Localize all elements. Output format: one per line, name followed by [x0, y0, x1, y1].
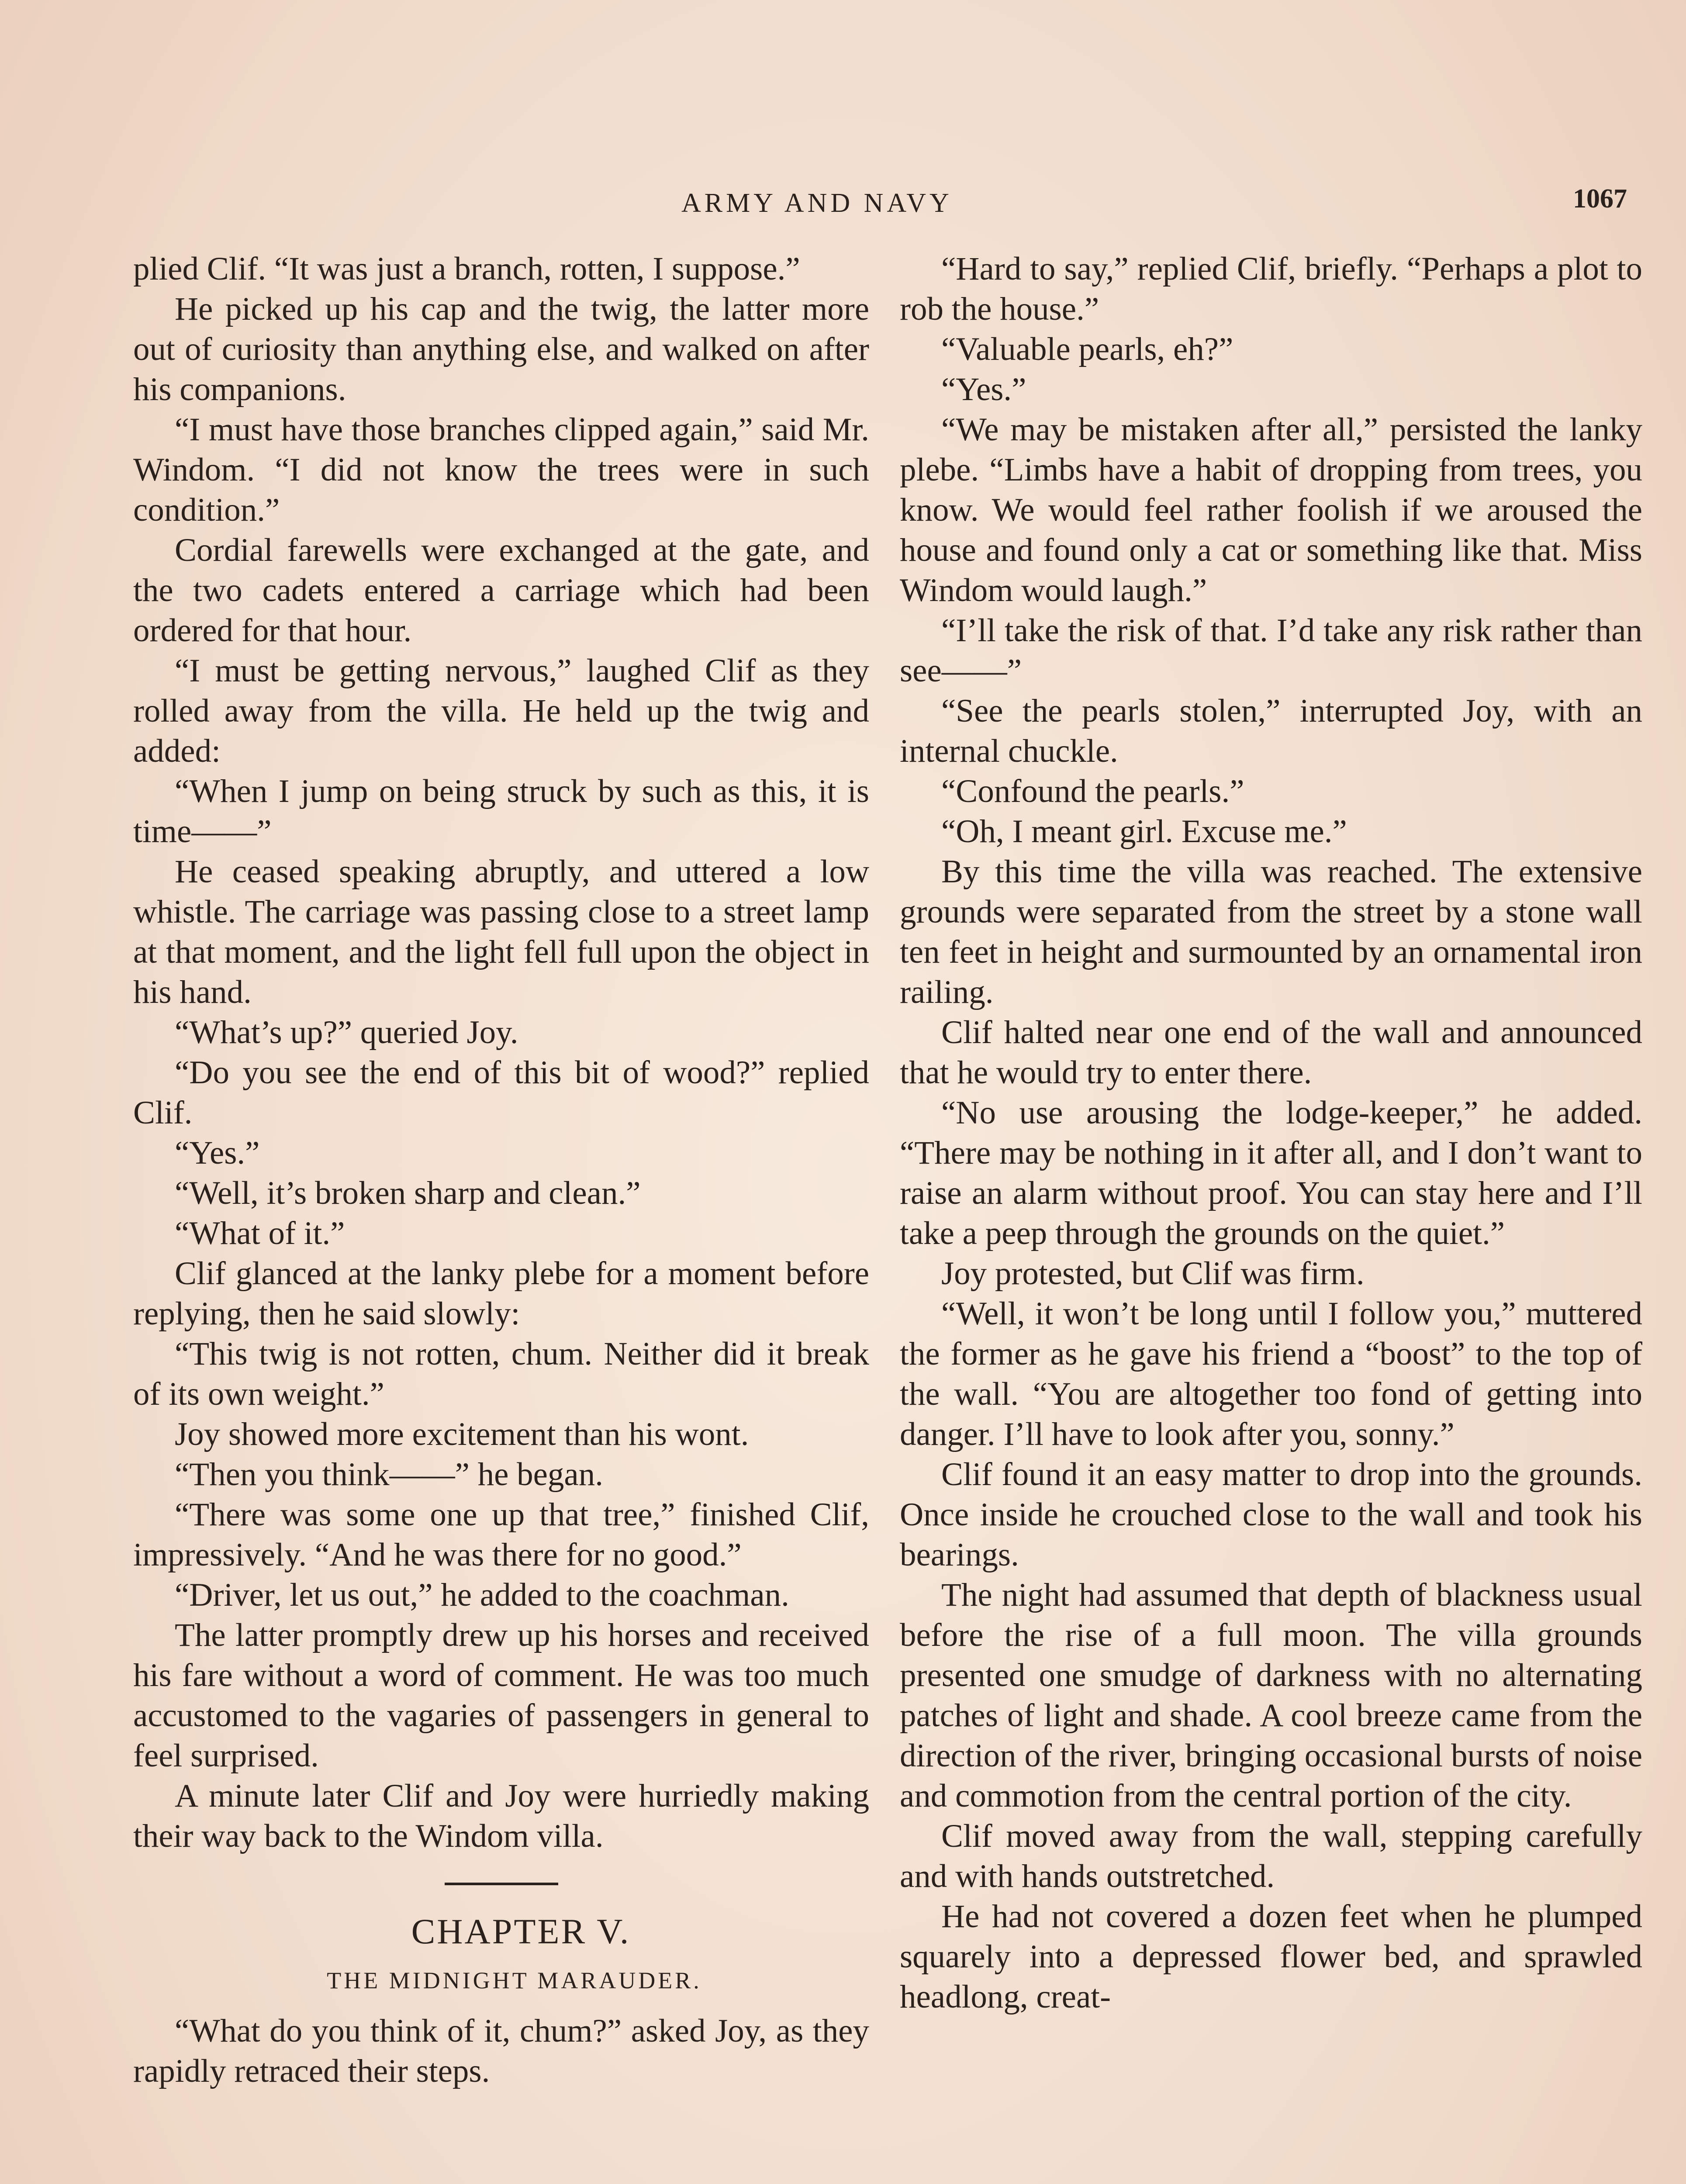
- paragraph: “When I jump on being struck by such as this, it is time——”: [133, 773, 869, 850]
- paragraph: “Confound the pearls.”: [941, 773, 1244, 809]
- chapter-title: CHAPTER V.: [411, 1911, 631, 1951]
- paragraph: The night had assumed that depth of blackness usual before the rise of a full moon. The villa grounds presented one smudge of darkness with no alternating patches of light and shade. A cool breeze came from the direction of the river, bringing occasional bursts of noise and commotion from the central portion of the city.: [900, 1577, 1642, 1814]
- paragraph: “Yes.”: [175, 1135, 260, 1171]
- paragraph: Clif halted near one end of the wall and announced that he would try to enter there.: [900, 1014, 1642, 1091]
- paragraph: “Yes.”: [941, 371, 1026, 408]
- paragraph: “Oh, I meant girl. Excuse me.”: [941, 813, 1347, 850]
- page-header: [0, 184, 1686, 227]
- running-title: ARMY AND NAVY: [681, 188, 953, 218]
- paragraph: The latter promptly drew up his horses and received his fare without a word of comment. He was too much accustomed to the vagaries of passengers in general to feel surprised.: [133, 1617, 869, 1774]
- paragraph: “We may be mistaken after all,” persisted the lanky plebe. “Limbs have a habit of dropping from trees, you know. We would feel rather foolish if we aroused the house and found only a cat or something like that. Miss Windom would laugh.”: [900, 411, 1642, 608]
- paragraph: Clif glanced at the lanky plebe for a moment before replying, then he said slowly:: [133, 1255, 869, 1332]
- paragraph: “Hard to say,” replied Clif, briefly. “Perhaps a plot to rob the house.”: [900, 251, 1642, 327]
- paragraph: “Do you see the end of this bit of wood?” replied Clif.: [133, 1054, 869, 1131]
- paragraph: Clif found it an easy matter to drop into the grounds. Once inside he crouched close to the wall and took his bearings.: [900, 1456, 1642, 1573]
- paragraph: A minute later Clif and Joy were hurriedly making their way back to the Windom villa.: [133, 1778, 869, 1854]
- page-number: 1067: [1573, 184, 1627, 214]
- paragraph: “There was some one up that tree,” finished Clif, impressively. “And he was there for no good.”: [133, 1496, 869, 1573]
- paragraph: plied Clif. “It was just a branch, rotten, I suppose.”: [133, 251, 800, 287]
- paragraph: “No use arousing the lodge-keeper,” he added. “There may be nothing in it after all, and I don’t want to raise an alarm without proof. You can stay here and I’ll take a peep through the grounds on the quiet.”: [900, 1095, 1642, 1251]
- paragraph: He picked up his cap and the twig, the latter more out of curiosity than anything else, and walked on after his companions.: [133, 291, 869, 408]
- paragraph: “What do you think of it, chum?” asked Joy, as they rapidly retraced their steps.: [133, 2013, 869, 2089]
- paragraph: “What’s up?” queried Joy.: [175, 1014, 518, 1051]
- paragraph: Joy protested, but Clif was firm.: [941, 1255, 1365, 1292]
- paragraph: He had not covered a dozen feet when he plumped squarely into a depressed flower bed, and sprawled headlong, creat-: [900, 1898, 1642, 2015]
- paragraph: “I must be getting nervous,” laughed Clif as they rolled away from the villa. He held up the twig and added:: [133, 653, 869, 769]
- left-column: [133, 249, 869, 2091]
- section-divider: [445, 1883, 558, 1885]
- right-column: [900, 249, 1642, 2017]
- paragraph: Joy showed more excitement than his wont.: [175, 1416, 749, 1452]
- paragraph: “Well, it’s broken sharp and clean.”: [175, 1175, 641, 1211]
- paragraph: “Then you think——” he began.: [175, 1456, 603, 1493]
- paragraph: “See the pearls stolen,” interrupted Joy, with an internal chuckle.: [900, 693, 1642, 769]
- paragraph: By this time the villa was reached. The extensive grounds were separated from the street by a stone wall ten feet in height and surmounted by an ornamental iron railing.: [900, 854, 1642, 1010]
- paragraph: “What of it.”: [175, 1215, 345, 1251]
- chapter-subtitle: THE MIDNIGHT MARAUDER.: [327, 1967, 702, 1994]
- paragraph: He ceased speaking abruptly, and uttered a low whistle. The carriage was passing close to a street lamp at that moment, and the light fell full upon the object in his hand.: [133, 854, 869, 1010]
- paragraph: “This twig is not rotten, chum. Neither did it break of its own weight.”: [133, 1336, 869, 1412]
- paragraph: Cordial farewells were exchanged at the gate, and the two cadets entered a carriage which had been ordered for that hour.: [133, 532, 869, 649]
- paragraph: “Valuable pearls, eh?”: [941, 331, 1233, 367]
- paragraph: Clif moved away from the wall, stepping carefully and with hands outstretched.: [900, 1818, 1642, 1894]
- paragraph: “I must have those branches clipped again,” said Mr. Windom. “I did not know the trees were in such condition.”: [133, 411, 869, 528]
- paragraph: “I’ll take the risk of that. I’d take any risk rather than see——”: [900, 612, 1642, 689]
- paragraph: “Well, it won’t be long until I follow you,” muttered the former as he gave his friend a “boost” to the top of the wall. “You are altogether too fond of getting into danger. I’ll have to look after you, sonny.”: [900, 1296, 1642, 1452]
- paragraph: “Driver, let us out,” he added to the coachman.: [175, 1577, 789, 1613]
